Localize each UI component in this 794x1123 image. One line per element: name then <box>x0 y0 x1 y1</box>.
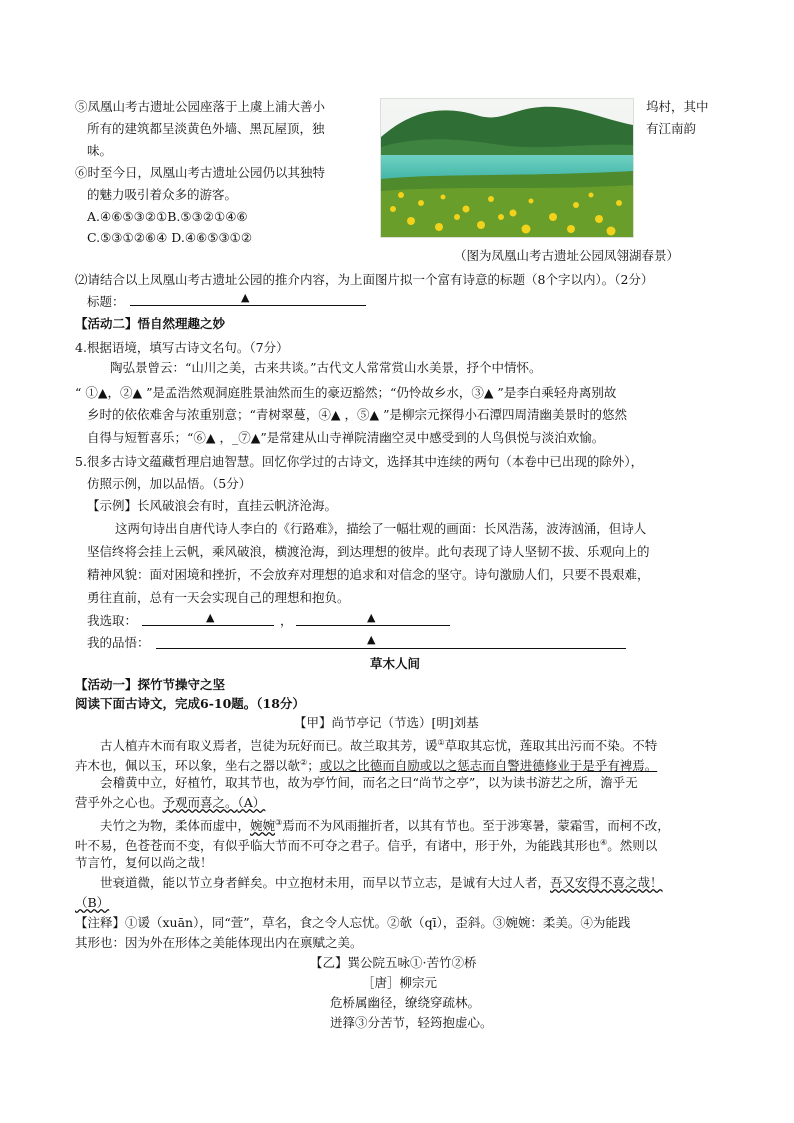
insight-marker: ▲ <box>367 633 376 646</box>
reading-instruction: 阅读下面古诗文，完成6-10题。（18分） <box>75 696 305 711</box>
choose-marker-1: ▲ <box>206 611 215 624</box>
choose-comma: ， <box>280 613 293 628</box>
poem-line1: 危桥属幽径，缭绕穿疏林。 <box>330 995 481 1010</box>
question-4-stem: 4.根据语境，填写古诗文名句。（7分） <box>75 340 289 355</box>
option-5-line2: 所有的建筑都呈淡黄色外墙、黑瓦屋顶，独 <box>87 121 325 136</box>
section-title: 草木人间 <box>370 656 421 671</box>
choices-ab: A.④⑥⑤③②①B.⑤③②①④⑥ <box>87 209 248 224</box>
choose-answer-line-2[interactable] <box>296 625 450 626</box>
option-6-line1: ⑥时至今日，凤凰山考古遗址公园仍以其独特 <box>75 165 326 180</box>
text-jia-title: 【甲】尚节亭记（节选）[明]刘基 <box>294 715 479 730</box>
lake-photo <box>380 98 634 238</box>
option-6-line2: 的魅力吸引着众多的游客。 <box>87 187 238 202</box>
question-5-stem-2: 仿照示例，加以品悟。（5分） <box>87 476 252 491</box>
text-yi-title: 【乙】巽公院五咏①·苦竹②桥 <box>310 955 477 970</box>
poem-author: ［唐］柳宗元 <box>362 975 438 990</box>
notes-line2: 其形也：因为外在形体之美能体现出内在禀赋之美。 <box>75 935 363 950</box>
para4-line2: （B） <box>75 895 110 910</box>
activity-1-heading: 【活动一】探竹节操守之坚 <box>75 677 226 692</box>
insight-answer-line[interactable] <box>156 648 626 649</box>
choices-cd: C.⑤③①②⑥④ D.④⑥⑤③①② <box>87 230 253 245</box>
title-answer-line[interactable] <box>130 305 366 306</box>
example-analysis-1: 这两句诗出自唐代诗人李白的《行路难》，描绘了一幅壮观的画面：长风浩荡，波涛汹涌，但诗人 <box>115 521 647 536</box>
example-analysis-4: 勇往直前，总有一天会实现自己的理想和抱负。 <box>87 590 350 605</box>
choose-label: 我选取： <box>87 613 138 628</box>
para4-line1: 世衰道微，能以节立身者鲜矣。中立抱材未用，而早以节立志，是诚有大过人者，吾又安得不喜之哉！ <box>100 875 663 890</box>
example-analysis-2: 坚信终将会挂上云帆，乘风破浪，横渡沧海，到达理想的彼岸。此句表现了诗人坚韧不拔、乐观向上的 <box>87 544 650 559</box>
question-4-line3: 自得与短暂喜乐；“⑥▲ ，_⑦▲”是常建从山寺禅院清幽空灵中感受到的人鸟俱悦与淡泊欢愉。 <box>87 430 605 445</box>
para2-line2: 营乎外之心也。予观而喜之。（A） <box>75 795 266 810</box>
example-line: 【示例】长风破浪会有时，直挂云帆济沧海。 <box>87 498 338 513</box>
para3-line1: 夫竹之为物，柔体而虚中，婉婉③焉而不为风雨摧折者，以其有节也。至于涉寒暑，蒙霜雪，而柯不改， <box>100 818 670 834</box>
question-4-intro: 陶弘景曾云：“山川之美，古来共谈。”古代文人常常赏山水美景，抒个中情怀。 <box>110 360 542 375</box>
question-5-stem-1: 5.很多古诗文蕴藏哲理启迪智慧。回忆你学过的古诗文，选择其中连续的两句（本卷中已出现的除外）， <box>75 454 644 469</box>
para3-line2: 叶不易，色苍苍而不变，有似乎临大节而不可夺之君子。信乎，有诸中，形于外，为能践其形也④。然则以 <box>75 838 658 854</box>
answer-marker: ▲ <box>241 291 250 304</box>
title-label: 标题： <box>87 294 125 309</box>
para3-line3: 节言竹，复何以尚之哉！ <box>75 855 213 870</box>
option-5-line2-right: 有江南韵 <box>646 121 697 136</box>
para1-line1: 古人植卉木而有取义焉者，岂徒为玩好而已。故兰取其芳，谖①草取其忘忧，莲取其出污而不染。不特 <box>100 738 658 754</box>
poem-line2: 迸箨③分苦节，轻筠抱虚心。 <box>330 1015 493 1030</box>
choose-answer-line-1[interactable] <box>142 625 274 626</box>
question-3-2: ⑵请结合以上凤凰山考古遗址公园的推介内容，为上面图片拟一个富有诗意的标题（8个字以内）。（2分） <box>75 272 654 287</box>
insight-label: 我的品悟： <box>87 635 150 650</box>
choose-marker-2: ▲ <box>367 611 376 624</box>
notes-line1: 【注释】①谖（xuān），同“萱”，草名，食之令人忘忧。②欹（qī），歪斜。③婉婉：柔美。④为能践 <box>75 915 631 930</box>
para1-line2: 卉木也，佩以玉，环以象，坐右之器以欹②；或以之比德而自励或以之惩志而自警进德修业于是乎有裨焉。 <box>75 758 658 774</box>
example-analysis-3: 精神风貌：面对困境和挫折，不会放弃对理想的追求和对信念的坚守。诗句激励人们，只要不畏艰难， <box>87 567 650 582</box>
activity-2-heading: 【活动二】悟自然理趣之妙 <box>75 316 226 331</box>
option-5-line3: 味。 <box>87 143 113 158</box>
question-4-line1: “ ①▲，②▲ ”是孟浩然观洞庭胜景油然而生的豪迈豁然；“仍怜故乡水，③▲ ”是李白乘轻舟离别故 <box>75 385 617 400</box>
question-4-line2: 乡时的依依难舍与浓重别意；“青树翠蔓，④▲ ，⑤▲ ”是柳宗元探得小石潭四周清幽美景时的悠然 <box>87 407 627 422</box>
photo-caption: （图为凤凰山考古遗址公园凤翎湖春景） <box>454 248 680 263</box>
option-5-line1-right: 坞村，其中 <box>646 99 709 114</box>
option-5-line1: ⑤凤凰山考古遗址公园座落于上虞上浦大善小 <box>75 99 326 114</box>
para2-line1: 会稽黄中立，好植竹，取其节也，故为亭竹间，而名之曰“尚节之亭”，以为读书游艺之所，澹乎无 <box>100 775 638 790</box>
